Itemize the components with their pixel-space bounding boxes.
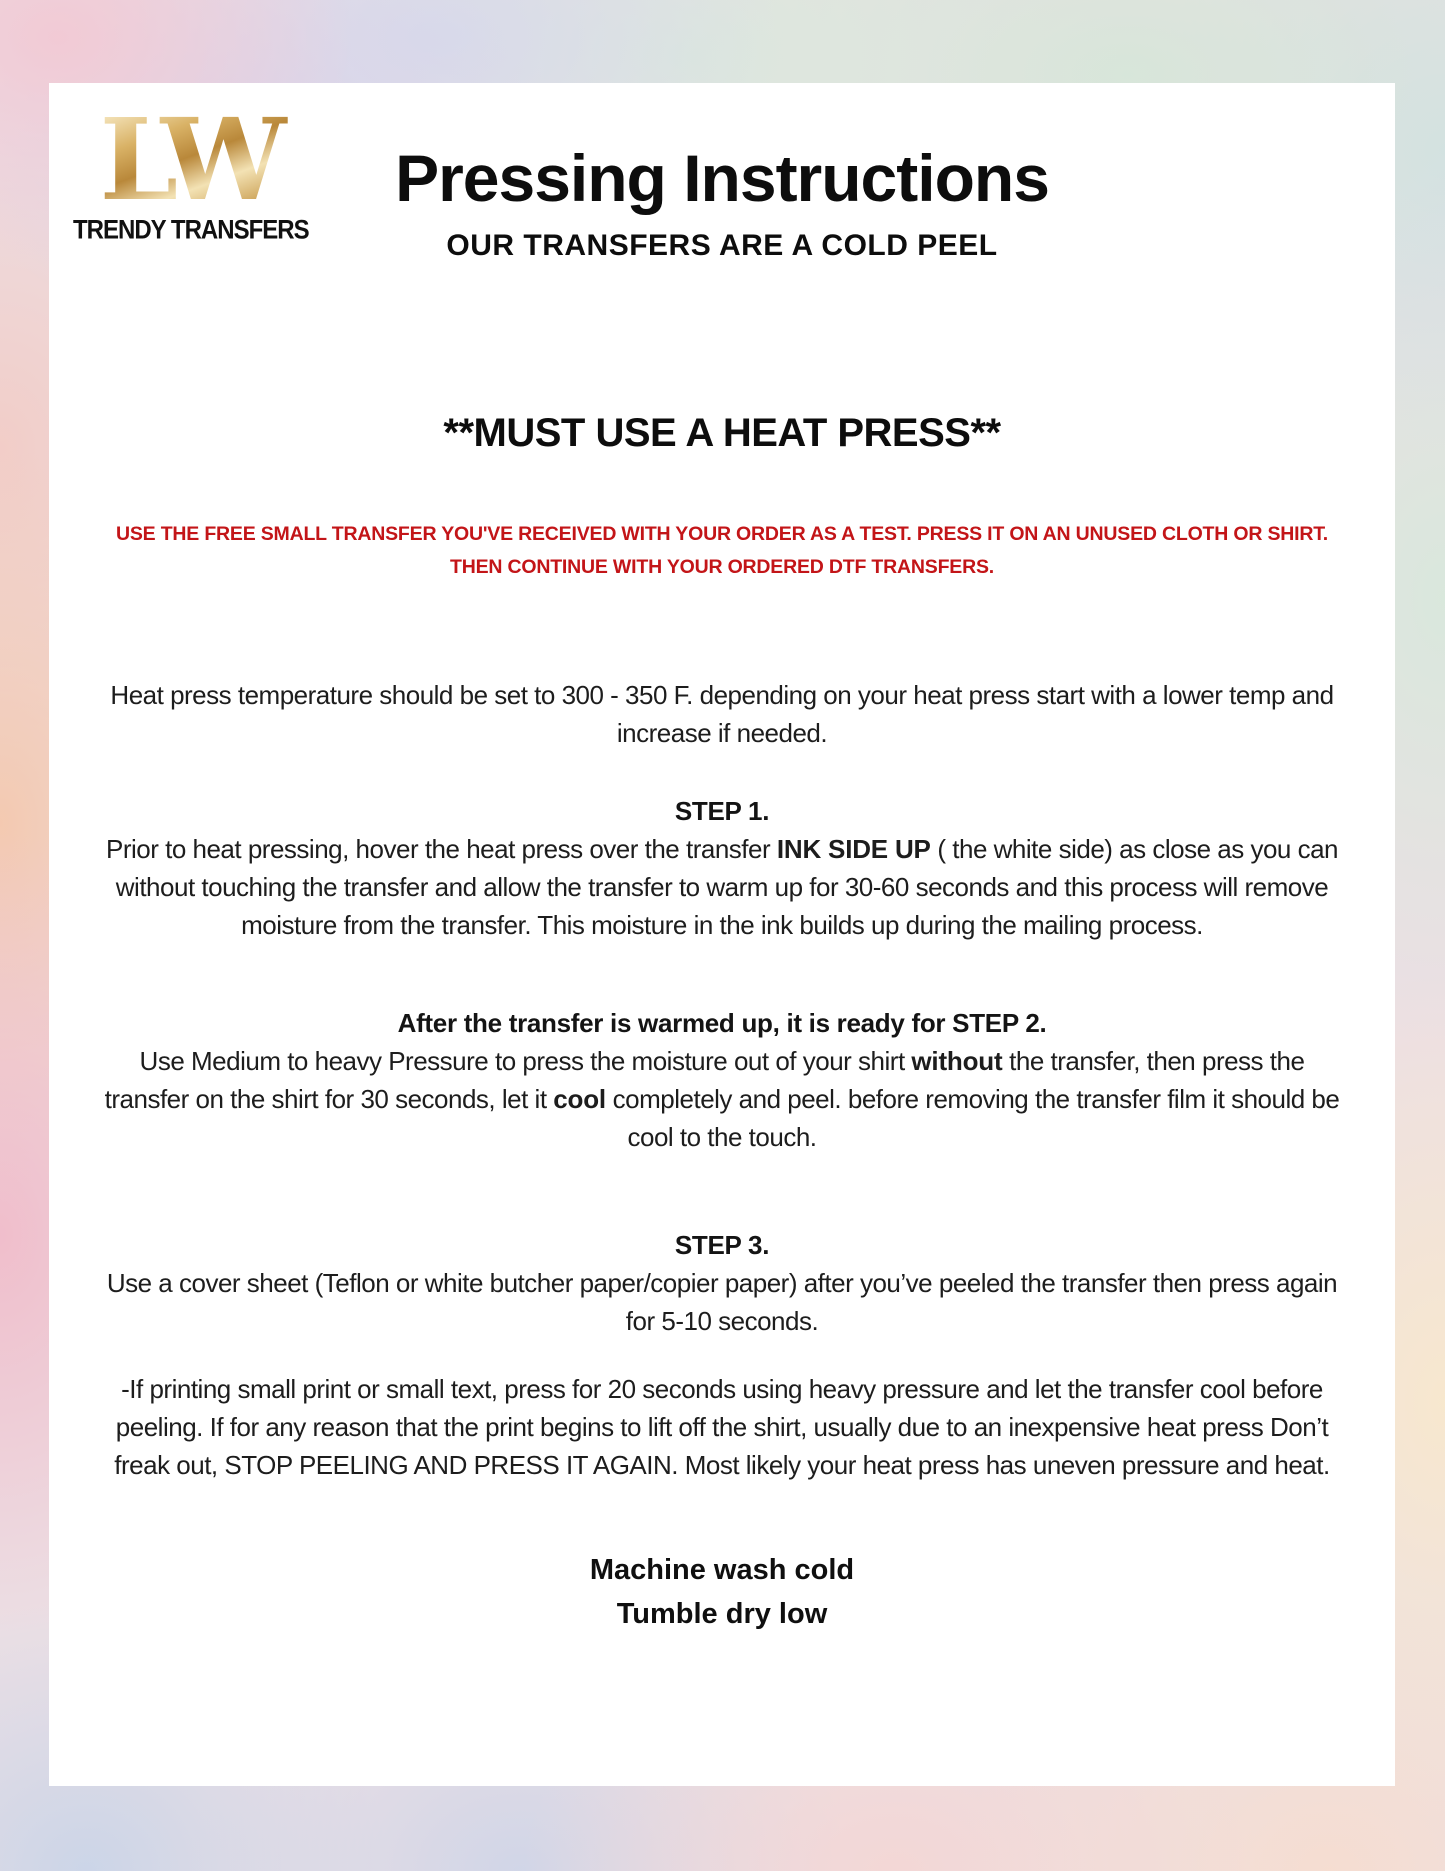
page-title: Pressing Instructions [395,141,1049,215]
step3-section [103,1226,1341,1340]
step1-body: Prior to heat pressing, hover the heat press over the transfer INK SIDE UP ( the white side) as close as you can without touching the transfer and allow the transfer to warm up for 30-60 seconds and this process will remove moisture from the transfer. This moisture in the ink builds up during the mailing process. [105,834,1339,940]
logo-brand-name: TRENDY TRANSFERS [73,215,309,246]
care-instructions [103,1548,1341,1636]
small-print-note: -If printing small print or small text, press for 20 seconds using heavy pressure and let the transfer cool before peeling. If for any reason that the print begins to lift off the shirt, usually due to an inexpensive heat press Don’t freak out, STOP PEELING AND PRESS IT AGAIN. Most likely your heat press has uneven pressure and heat. [114,1374,1330,1480]
page-subtitle: OUR TRANSFERS ARE A COLD PEEL [446,229,998,262]
test-transfer-warning-line1: USE THE FREE SMALL TRANSFER YOU'VE RECEIVED WITH YOUR ORDER AS A TEST. PRESS IT ON AN UNUSED CLOTH OR SHIRT. [115,523,1328,545]
step1-heading: STEP 1. [674,796,770,826]
step2-section [103,1004,1341,1156]
temperature-intro: Heat press temperature should be set to 300 - 350 F. depending on your heat press start with a lower temp and increase if needed. [110,680,1334,748]
heat-press-notice: **MUST USE A HEAT PRESS** [443,411,1001,455]
step1-section [103,792,1341,944]
step3-body: Use a cover sheet (Teflon or white butcher paper/copier paper) after you’ve peeled the transfer then press again for 5-10 seconds. [106,1268,1338,1336]
care-line-machine-wash: Machine wash cold [589,1554,855,1586]
step2-heading: After the transfer is warmed up, it is ready for STEP 2. [397,1008,1047,1038]
logo-monogram: LW [73,109,303,213]
step2-body: Use Medium to heavy Pressure to press the moisture out of your shirt without the transfer, then press the transfer on the shirt for 30 seconds, let it cool completely and peel. before removing the transfer film it should be cool to the touch. [104,1046,1340,1152]
instruction-sheet [49,83,1395,1786]
care-line-tumble-dry: Tumble dry low [616,1598,828,1630]
content-column [103,411,1341,1636]
brand-logo [73,95,309,246]
test-transfer-warning [103,518,1341,584]
step3-heading: STEP 3. [674,1230,770,1260]
test-transfer-warning-line2: THEN CONTINUE WITH YOUR ORDERED DTF TRANSFERS. [449,556,995,578]
